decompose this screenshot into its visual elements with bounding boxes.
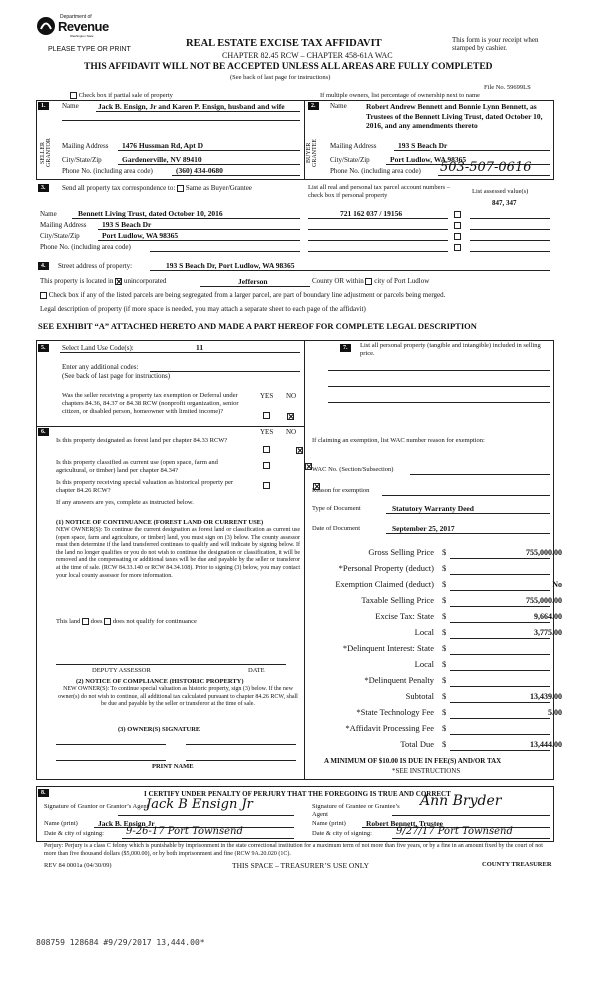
tax-row-line [450,606,550,607]
compliance-title: (2) NOTICE OF COMPLIANCE (HISTORIC PROPERTY) [76,678,244,685]
print-name-line-1 [56,760,166,761]
form-warning: THIS AFFIDAVIT WILL NOT BE ACCEPTED UNLESS ALL AREAS ARE FULLY COMPLETED [84,62,493,72]
exemption-no-checkbox[interactable] [287,413,294,420]
minimum-note: A MINIMUM OF $10.00 IS DUE IN FEE(S) AND/OR TAX [324,757,502,765]
print-name-line-2 [186,760,296,761]
grantor-sig-line [118,815,294,816]
tax-row-value: 9,664.00 [534,612,562,621]
logo-mark-icon [36,16,56,36]
tax-row-line [450,702,550,703]
does-not-label: does not qualify for continuance [112,618,197,625]
current-use-question: Is this property classified as current use (open space, farm and agricultural, or timber) land per chapter 84.34? [56,459,218,474]
section2-number: 2. [308,102,319,110]
buyer-mailing: 193 S Beach Dr [398,141,448,150]
seller-name-label: Name [62,102,79,110]
forest-yes-checkbox[interactable] [263,446,270,453]
segregated-label: Check box if any of the listed parcels are being segregated from a larger parcel, are part of boundary line adjustment or parcels being merged. [48,291,446,299]
legal-description-label: Legal description of property (if more space is needed, you may attach a separate sheet to each page of the affidavit) [40,305,366,313]
section4-number: 4. [38,262,49,270]
tax-row-line [450,734,550,735]
seller-side-label: SELLER GRANTOR [40,138,52,168]
tax-row-currency: $ [442,595,447,605]
grantor-sig-label: Signature of Grantor or Grantor’s Agent [44,803,149,810]
county-or-label: County OR within [312,277,364,285]
center-divider [304,340,305,780]
section6-no: NO [286,428,297,436]
treasurer-use: THIS SPACE – TREASURER’S USE ONLY [232,861,369,870]
tax-row-currency: $ [442,579,447,589]
land-use-label: Select Land Use Code(s): [62,344,134,352]
buyer-phone-line [438,175,550,176]
unincorporated-label: unincorporated [123,277,167,285]
tax-row-value: No [552,580,562,589]
corr-mailing-label: Mailing Address [40,221,87,229]
tax-row-line [450,558,550,559]
corr-name-label: Name [40,210,57,218]
street-line [150,270,550,271]
buyer-mailing-label: Mailing Address [330,142,377,150]
personal-property-label: List all personal property (tangible and intangible) included in selling price. [360,342,541,357]
buyer-city-label: City/State/Zip [330,156,370,164]
current-use-yes-checkbox[interactable] [263,462,270,469]
see-instructions: *SEE INSTRUCTIONS [392,767,461,775]
corr-mailing: 193 S Beach Dr [102,220,152,229]
grantee-name-label: Name (print) [312,820,346,827]
corr-city-label: City/State/Zip [40,232,80,240]
county-line [200,286,310,287]
tax-row-value: 13,444.00 [530,740,562,749]
tax-row-line [450,574,550,575]
section5-no: NO [286,392,297,400]
receipt-stamp: 808759 128684 #9/29/2017 13,444.00* [36,938,205,947]
tax-row-currency: $ [442,675,447,685]
deputy-line [56,664,286,665]
section3-number: 3. [38,184,49,192]
date-label: DATE [248,667,265,674]
tax-row-line [450,686,550,687]
assessed-value: 847, 347 [492,199,517,207]
tax-row-currency: $ [442,611,447,621]
parcel-number: 721 162 037 / 19156 [340,209,403,218]
same-as-buyer-checkbox[interactable] [177,185,184,192]
receipt-note: This form is your receipt when stamped by cashier. [452,36,539,52]
tax-row-currency: $ [442,659,447,669]
pp-line-1 [328,370,550,371]
tax-row-label: *Delinquent Interest: State [342,643,434,653]
tax-row-label: Total Due [400,739,434,749]
tax-row-label: Exemption Claimed (deduct) [335,579,434,589]
seller-name: Jack B. Ensign, Jr and Karen P. Ensign, husband and wife [98,102,285,111]
corr-phone-line [150,251,300,252]
dor-logo [36,14,109,40]
assessed-line-3 [470,240,550,241]
this-land-label: This land [56,618,81,625]
tax-row-label: *State Technology Fee [356,707,434,717]
tax-row-currency: $ [442,627,447,637]
same-as-buyer-label: Same as Buyer/Grantee [185,184,252,192]
section3-label [62,184,252,192]
tax-row-line [450,638,550,639]
corr-phone-label: Phone No. (including area code) [40,243,131,251]
partial-sale-label: Check box if partial sale of property [78,92,173,99]
assessed-line-2 [470,229,550,230]
doc-date-label: Date of Document [312,525,361,532]
historic-question: Is this property receiving special valuation as historical property per chapter 84.26 RCW? [56,479,234,494]
tax-row-label: *Delinquent Penalty [364,675,434,685]
seller-city-label: City/State/Zip [62,156,102,164]
parcel-checkbox-4[interactable] [454,244,461,251]
grantor-name-label: Name (print) [44,820,78,827]
seller-mailing-line [118,150,300,151]
tax-row-value: 5.00 [548,708,562,717]
tax-row-currency: $ [442,691,447,701]
seller-mailing: 1476 Hussman Rd, Apt D [122,141,204,150]
parcel-header: List all real and personal tax parcel account numbers – check box if personal property [308,184,451,199]
partial-sale-row [70,92,173,99]
continuance-title: (1) NOTICE OF CONTINUANCE (FOREST LAND OR CURRENT USE) [56,519,264,526]
section8-number: 8. [38,789,49,797]
rev-number: REV 84 0001a (04/30/09) [44,862,112,869]
perjury-text: Perjury: Perjury is a class C felony which is punishable by imprisonment in the state correctional institution for a maximum term of not more than five years, or by a fine in an amount fixed by the court of not more than five thousand dollars ($5,000.00), or by both imprisonment and fine (RCW 9A.20.020 (1C). [44,843,543,857]
reason-label: Reason for exemption [312,487,370,494]
section5-see-back: (See back of last page for instructions) [62,372,171,380]
grantee-date-line [392,838,550,839]
unincorporated-checkbox[interactable] [115,278,122,285]
file-no: File No. 59699LS [484,84,531,91]
tax-row-line [450,590,550,591]
grantee-name: Robert Bennett, Trustee [366,819,443,828]
tax-row-label: Excise Tax: State [375,611,434,621]
grantee-sig-label: Signature of Grantee or Grantee’s Agent [312,803,400,818]
buyer-phone-label: Phone No. (including area code) [330,167,421,175]
seller-mailing-label: Mailing Address [62,142,109,150]
owner-sig-line-1 [56,744,166,745]
grantee-date: 9/27/17 Port Townsend [396,826,513,837]
seller-name-line2 [62,120,300,121]
please-type: PLEASE TYPE OR PRINT [48,46,131,53]
tax-row-label: *Affidavit Processing Fee [345,723,434,733]
corr-mailing-line [98,229,300,230]
does-checkbox[interactable] [82,618,89,625]
city-of-label: city of Port Ludlow [374,277,430,285]
grantee-signature: Ann Bryder [420,793,502,809]
tax-row-label: Taxable Selling Price [361,595,434,605]
parcel-line-1 [308,218,448,219]
tax-row-value: 755,000.00 [526,548,562,557]
exemption-yes-checkbox[interactable] [263,412,270,419]
tax-row-currency: $ [442,707,447,717]
current-use-no-checkbox[interactable] [305,463,312,470]
owner-sig-line-2 [186,744,296,745]
tax-row-currency: $ [442,739,447,749]
does-not-checkbox[interactable] [104,618,111,625]
logo-state: Washington State [70,34,94,38]
assessed-line-4 [470,251,550,252]
tax-row-line [450,622,550,623]
county-name: Jefferson [238,277,268,286]
pp-line-2 [328,386,550,387]
exemption-wac-label: If claiming an exemption, list WAC number reason for exemption: [312,437,485,444]
parcel-line-2 [308,229,448,230]
buyer-mailing-line [394,150,550,151]
wac-no-line [410,474,550,475]
logo-dept: Department of [60,14,92,20]
pp-line-3 [328,402,550,403]
this-land-row [56,618,197,625]
seller-phone: (360) 434-0680 [176,166,223,175]
tax-row-currency: $ [442,547,447,557]
tax-row-line [450,750,550,751]
corr-city: Port Ludlow, WA 98365 [102,231,179,240]
tax-row-label: Local [414,627,434,637]
land-use-code: 11 [196,343,204,352]
section7-number: 7. [340,344,351,352]
located-row [40,277,560,285]
county-or-row [312,277,429,285]
located-label: This property is located in [40,277,114,285]
section5-yes: YES [260,392,274,400]
section6-yes: YES [260,428,274,436]
doc-date: September 25, 2017 [392,524,455,533]
tax-row-value: 755,000.00 [526,596,562,605]
form-chapter: CHAPTER 82.45 RCW – CHAPTER 458-61A WAC [222,51,393,60]
parcel-checkbox-3[interactable] [454,233,461,240]
section6-top-line [36,426,304,427]
grantor-signature: Jack B Ensign Jr [146,797,253,812]
parcel-checkbox-2[interactable] [454,222,461,229]
tax-row-line [450,654,550,655]
seller-city-line [118,164,300,165]
exemption-question: Was the seller receiving a property tax exemption or Deferral under chapters 84.36, 84.37 or 84.38 RCW (nonprofit organization, senior citizen, or disabled person, homeowner with limited income)? [62,392,239,415]
forest-no-checkbox[interactable] [296,447,303,454]
additional-codes-label: Enter any additional codes: [62,363,139,371]
tax-row-line [450,718,550,719]
tax-row-label: Gross Selling Price [368,547,434,557]
seller-city: Gardenerville, NV 89410 [122,155,202,164]
section6-note: If any answers are yes, complete as instructed below. [56,499,194,506]
tax-row-label: Local [414,659,434,669]
forest-question: Is this property designated as forest land per chapter 84.33 RCW? [56,437,228,444]
tax-row-line [450,670,550,671]
multiple-owners: If multiple owners, list percentage of ownership next to name [320,92,480,99]
tax-row-label: Subtotal [405,691,434,701]
does-label: does [90,618,103,625]
segregated-checkbox[interactable] [40,292,47,299]
seller-phone-line [172,175,300,176]
see-back: (See back of last page for instructions) [230,74,331,81]
tax-row-value: 13,439.00 [530,692,562,701]
grantor-date-label: Date & city of signing: [44,830,104,837]
segregated-row [40,291,570,299]
correspondence-label: Send all property tax correspondence to: [62,184,176,192]
buyer-city: Port Ludlow, WA 98365 [390,155,467,164]
divider [304,100,305,180]
corr-city-line [98,240,300,241]
grantor-date: 9-26-17 Port Townsend [126,826,243,837]
doc-type-label: Type of Document [312,505,361,512]
historic-yes-checkbox[interactable] [263,482,270,489]
parcel-checkbox-1[interactable] [454,211,461,218]
grantor-date-line [122,838,294,839]
compliance-text: NEW OWNER(S): To continue special valuation as historic property, sign (3) below. If the new owner(s) do not wish to continue, all additional tax calculated pursuant to chapter 84.26 RCW, shall be due and payable by the seller or transferor at the time of sale. [58,686,298,708]
certify-text: I CERTIFY UNDER PENALTY OF PERJURY THAT THE FOREGOING IS TRUE AND CORRECT [144,790,451,798]
grantee-sig-line [392,815,550,816]
buyer-phone: 503-507-0616 [440,160,532,175]
tax-row-label: *Personal Property (deduct) [338,563,434,573]
doc-type-line [386,513,550,514]
street-address: 193 S Beach Dr, Port Ludlow, WA 98365 [166,261,295,270]
grantor-name: Jack B. Ensign Jr [98,819,155,828]
section6-number: 6. [38,428,49,436]
logo-word: Revenue [58,19,109,34]
buyer-name: Robert Andrew Bennett and Bonnie Lynn Bennett, as Trustees of the Bennett Living Trust, dated October 10, 2016, and any amendments thereto [366,102,543,130]
seller-phone-label: Phone No. (including area code) [62,167,153,175]
tax-row-currency: $ [442,723,447,733]
parcel-line-3 [308,240,448,241]
seller-name-line [96,111,300,112]
partial-sale-checkbox[interactable] [70,92,77,99]
county-treasurer: COUNTY TREASURER [482,861,552,868]
city-checkbox[interactable] [365,278,372,285]
print-name-label: PRINT NAME [152,763,194,770]
street-label: Street address of property: [58,262,133,270]
assessed-line-1 [470,218,550,219]
grantee-date-label: Date & city of signing: [312,830,372,837]
assessed-header: List assessed value(s) [472,188,529,195]
parcel-line-4 [308,251,448,252]
buyer-side-label: BUYER GRANTEE [306,139,318,167]
exhibit-a: SEE EXHIBIT “A” ATTACHED HERETO AND MADE A PART HEREOF FOR COMPLETE LEGAL DESCRIPTION [38,321,477,331]
doc-type: Statutory Warranty Deed [392,504,474,513]
corr-name: Bennett Living Trust, dated October 10, 2016 [78,209,223,218]
land-use-line [60,352,300,353]
buyer-name-label: Name [330,102,347,110]
section1-number: 1. [38,102,49,110]
form-title: REAL ESTATE EXCISE TAX AFFIDAVIT [186,38,382,49]
reason-line [382,495,550,496]
tax-row-value: 3,775.00 [534,628,562,637]
tax-row-currency: $ [442,563,447,573]
owner-signature-label: (3) OWNER(S) SIGNATURE [118,726,201,733]
doc-date-line [386,533,550,534]
continuance-text: NEW OWNER(S): To continue the current designation as forest land or classification as current use (open space, farm and agriculture, or timber) land, you must sign on (3) below. The county assessor must then determine if the land transferred continues to qualify and will indicate by signing below. If the land no longer qualifies or you do not wish to continue the designation or classification, it will be removed and the compensating or additional taxes will be due and payable by the seller or transferor at the time of sale. (RCW 84.33.140 or RCW 84.34.108). Prior to signing (3) below, you may contact your local county assessor for more information. [56,527,300,579]
corr-name-line [72,218,300,219]
section5-number: 5. [38,344,49,352]
additional-codes-line [150,371,300,372]
deputy-label: DEPUTY ASSESSOR [92,667,151,674]
wac-no-label: WAC No. (Section/Subsection) [312,466,394,473]
tax-row-currency: $ [442,643,447,653]
